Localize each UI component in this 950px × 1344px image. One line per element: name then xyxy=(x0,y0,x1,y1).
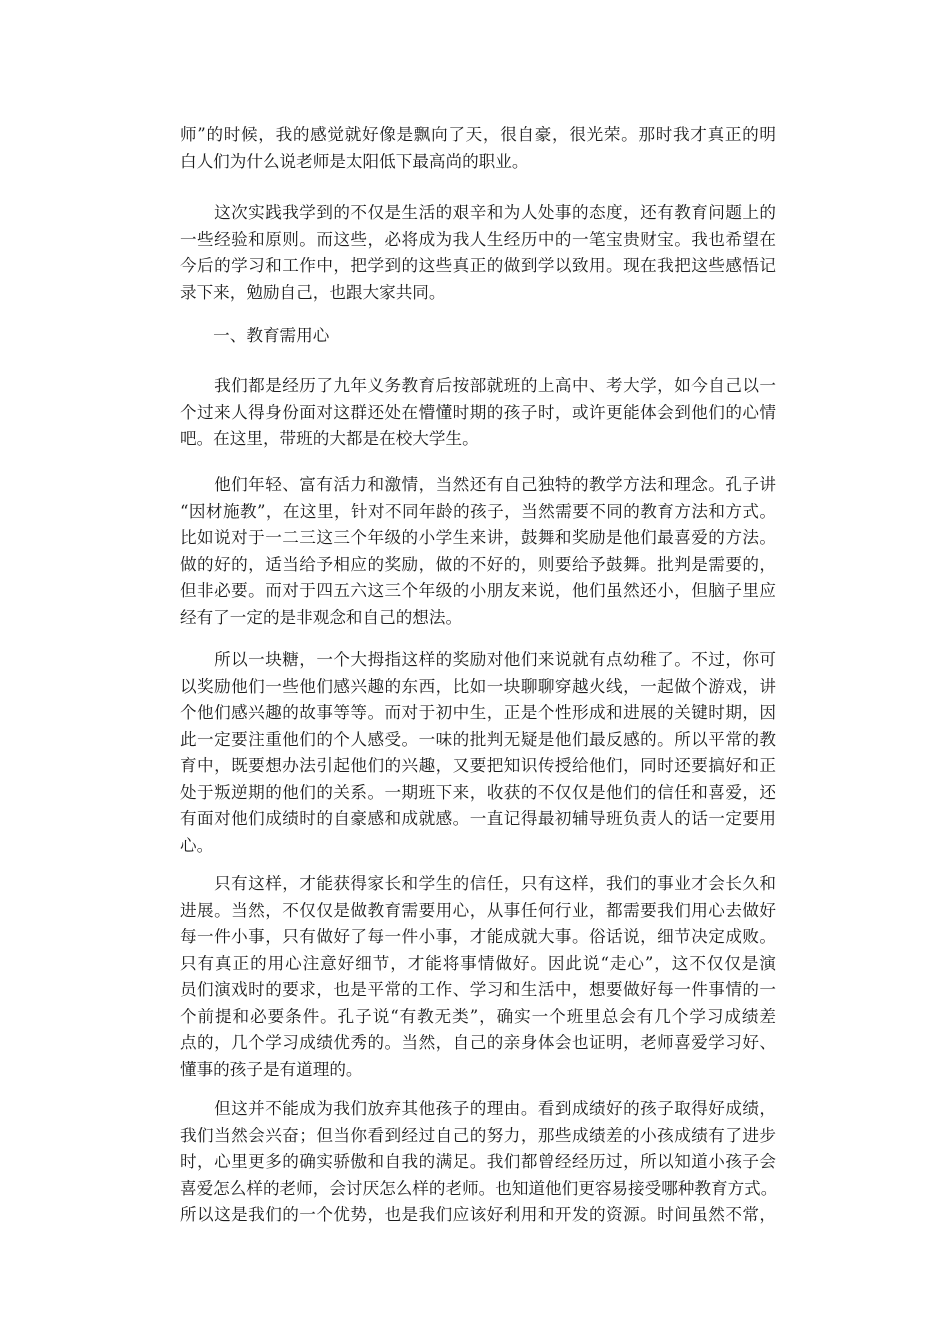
text-line: 吧。在这里，带班的大都是在校大学生。 xyxy=(180,429,479,448)
text-line: 个过来人得身份面对这群还处在懵懂时期的孩子时，或许更能体会到他们的心情 xyxy=(180,402,776,422)
paragraph-6 xyxy=(180,871,776,1083)
text-line: 但这并不能成为我们放弃其他孩子的理由。看到成绩好的孩子取得好成绩， xyxy=(180,1099,776,1118)
text-line: 他们年轻、富有活力和激情，当然还有自己独特的教学方法和理念。孔子讲 xyxy=(180,475,776,494)
text-line: 以奖励他们一些他们感兴趣的东西，比如一块聊聊穿越火线，一起做个游戏，讲 xyxy=(180,676,776,696)
text-line: 所以一块糖，一个大拇指这样的奖励对他们来说就有点幼稚了。不过，你可 xyxy=(180,650,776,669)
text-line: 处于叛逆期的他们的关系。一期班下来，收获的不仅仅是他们的信任和喜爱，还 xyxy=(180,782,776,802)
text-line: 做的好的，适当给予相应的奖励，做的不好的，则要给予鼓舞。批判是需要的， xyxy=(180,554,776,574)
text-line: 一些经验和原则。而这些，必将成为我人生经历中的一笔宝贵财宝。我也希望在 xyxy=(180,229,776,249)
text-line: 这次实践我学到的不仅是生活的艰辛和为人处事的态度，还有教育问题上的 xyxy=(180,203,776,222)
text-line: 我们都是经历了九年义务教育后按部就班的上高中、考大学，如今自己以一 xyxy=(180,376,776,395)
text-line: 比如说对于一二三这三个年级的小学生来讲，鼓舞和奖励是他们最喜爱的方法。 xyxy=(180,528,776,547)
text-line: 个他们感兴趣的故事等等。而对于初中生，正是个性形成和进展的关键时期，因 xyxy=(180,703,776,722)
text-line: 个前提和必要条件。孔子说“有教无类”，确实一个班里总会有几个学习成绩差 xyxy=(180,1006,776,1026)
paragraph-2 xyxy=(180,200,776,306)
text-line: 师”的时候，我的感觉就好像是飘向了天，很自豪，很光荣。那时我才真正的明 xyxy=(180,125,776,144)
text-line: 白人们为什么说老师是太阳低下最高尚的职业。 xyxy=(180,151,529,171)
text-line: 喜爱怎么样的老师，会讨厌怎么样的老师。也知道他们更容易接受哪种教育方式。 xyxy=(180,1178,778,1198)
text-line: 育中，既要想办法引起他们的兴趣，又要把知识传授给他们，同时还要搞好和正 xyxy=(180,756,776,775)
text-line: 经有了一定的是非观念和自己的想法。 xyxy=(180,607,463,627)
text-line: 只有这样，才能获得家长和学生的信任，只有这样，我们的事业才会长久和 xyxy=(180,874,776,893)
text-line: 录下来，勉励自己，也跟大家共同。 xyxy=(180,282,446,302)
text-line: 每一件小事，只有做好了每一件小事，才能成就大事。俗话说，细节决定成败。 xyxy=(180,927,776,946)
text-line: 懂事的孩子是有道理的。 xyxy=(180,1059,363,1079)
text-line: 只有真正的用心注意好细节，才能将事情做好。因此说“走心”，这不仅仅是演 xyxy=(180,953,776,973)
text-line: 但非必要。而对于四五六这三个年级的小朋友来说，他们虽然还小，但脑子里应 xyxy=(180,581,776,600)
text-line: 心。 xyxy=(180,835,214,855)
text-line: 进展。当然，不仅仅是做教育需要用心，从事任何行业，都需要我们用心去做好 xyxy=(180,900,776,920)
text-line: 我们当然会兴奋；但当你看到经过自己的努力，那些成绩差的小孩成绩有了进步 xyxy=(180,1125,776,1145)
text-line: “因材施教”，在这里，针对不同年龄的孩子，当然需要不同的教育方法和方式。 xyxy=(180,501,776,521)
text-line: 点的，几个学习成绩优秀的。当然，自己的亲身体会也证明，老师喜爱学习好、 xyxy=(180,1033,776,1052)
paragraph-4 xyxy=(180,472,776,631)
text-line: 今后的学习和工作中，把学到的这些真正的做到学以致用。现在我把这些感悟记 xyxy=(180,256,776,275)
paragraph-5 xyxy=(180,647,776,859)
section-heading xyxy=(180,323,776,350)
text-line: 时，心里更多的确实骄傲和自我的满足。我们都曾经经历过，所以知道小孩子会 xyxy=(180,1152,776,1171)
text-line: 有面对他们成绩时的自豪感和成就感。一直记得最初辅导班负责人的话一定要用 xyxy=(180,809,776,828)
text-line: 此一定要注重他们的个人感受。一味的批判无疑是他们最反感的。所以平常的教 xyxy=(180,729,776,749)
text-line: 员们演戏时的要求，也是平常的工作、学习和生活中，想要做好每一件事情的一 xyxy=(180,980,776,999)
paragraph-3 xyxy=(180,373,776,453)
paragraph-1 xyxy=(180,122,776,175)
text-line: 一、教育需用心 xyxy=(180,326,330,345)
text-line: 所以这是我们的一个优势，也是我们应该好利用和开发的资源。时间虽然不常， xyxy=(180,1205,776,1224)
paragraph-7 xyxy=(180,1096,776,1229)
